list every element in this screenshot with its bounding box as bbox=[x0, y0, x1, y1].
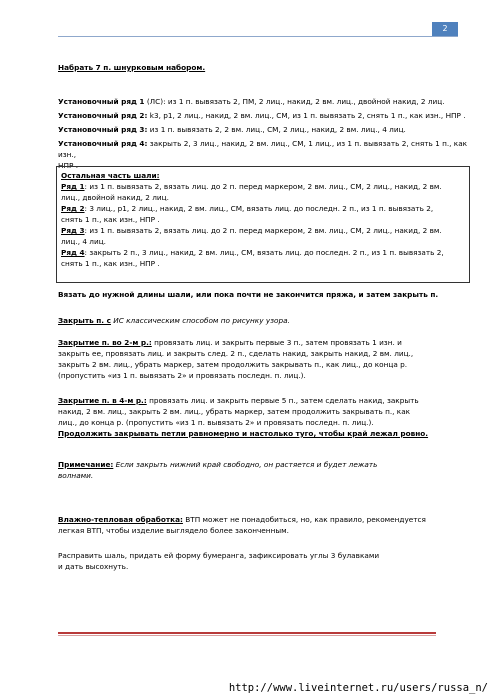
box-row-1: Ряд 1: из 1 п. вывязать 2, вязать лиц. до 2 п. перед маркером, 2 вм. лиц., СМ, 2 лиц., накид, 2 вм. лиц., двойной накид, 2 лиц. bbox=[61, 182, 442, 202]
box-row-3: Ряд 3: из 1 п. вывязать 2, вязать лиц. до 2 п. перед маркером, 2 вм. лиц., СМ, 2 лиц., накид, 2 вм. лиц., 4 лиц. bbox=[61, 226, 442, 246]
box-row-4: Ряд 4: закрыть 2 п., 3 лиц., накид, 2 вм. лиц., СМ, вязать лиц. до последн. 2 п., из 1 п. вывязать 2, снять 1 п., как изн., НПР . bbox=[61, 248, 444, 268]
knit-length-instruction: Вязать до нужной длины шали, или пока почти не закончится пряжа, и затем закрыть п. bbox=[58, 290, 439, 299]
box-title: Остальная часть шали: bbox=[61, 171, 160, 180]
bind-off-row-2: Закрытие п. во 2-м р.: провязать лиц. и закрыть первые 3 п., затем провязать 1 изн. и закрыть ее, провязать лиц. и закрыть след. 2 п., сделать накид, закрыть накид, 2 вм. лиц., закрыть 2 вм. лиц., убрать маркер, затем продолжить закрывать п., как лиц., до конца р. (пропустить «из 1 п. вывязать 2» и провязать последн. п. лиц.). bbox=[58, 338, 414, 380]
setup-row-4: Установочный ряд 4: закрыть 2, 3 лиц., накид, 2 вм. лиц., СМ, 1 лиц., из 1 п. вывязать 2, снять 1 п., как изн., НПР . bbox=[58, 139, 468, 170]
bind-off-emphasis: Продолжить закрывать петли равномерно и настолько туго, чтобы край лежал ровно. bbox=[58, 429, 429, 438]
footer-rule-thin bbox=[58, 635, 436, 636]
setup-row-1: Установочный ряд 1 (ЛС): из 1 п. вывязать 2, ПМ, 2 лиц., накид, 2 вм. лиц., двойной накид, 2 лиц. bbox=[58, 97, 445, 106]
bind-off-ic: Закрыть п. с ИС классическим способом по рисунку узора. bbox=[58, 316, 290, 325]
footer-rule bbox=[58, 632, 436, 634]
note: Примечание: Если закрыть нижний край свободно, он растяется и будет лежать волнами. bbox=[58, 460, 378, 480]
setup-row-3: Установочный ряд 3: из 1 п. вывязать 2, 2 вм. лиц., СМ, 2 лиц., накид, 2 вм. лиц., 4 лиц. bbox=[58, 125, 406, 134]
box-row-2: Ряд 2: 3 лиц., p1, 2 лиц., накид, 2 вм. лиц., СМ, вязать лиц. до последн. 2 п., из 1 п. вывязать 2, снять 1 п., как изн., НПР . bbox=[61, 204, 434, 224]
bind-off-row-4: Закрытие п. в 4-м р.: провязать лиц. и закрыть первые 5 п., затем сделать накид, закрыть накид, 2 вм. лиц., закрыть 2 вм. лиц., убрать маркер, затем продолжить закрывать п., как лиц., до конца р. (пропустить «из 1 п. вывязать 2» и провязать последн. п. лиц.). Продолжить закрывать петли равномерно и настолько туго, чтобы край лежал ровно. bbox=[58, 395, 468, 439]
cast-on-heading: Набрать 7 п. шнурковым набором. bbox=[58, 63, 206, 72]
header-rule bbox=[58, 36, 458, 37]
setup-rows bbox=[58, 96, 468, 171]
final-instruction: Расправить шаль, придать ей форму бумеранга, зафиксировать углы 3 булавками и дать высохнуть. bbox=[58, 551, 380, 571]
rest-of-shawl-box bbox=[56, 166, 470, 283]
page-number: 2 bbox=[432, 22, 458, 36]
source-url: http://www.liveinternet.ru/users/russa_n/ bbox=[228, 682, 488, 694]
blocking-section: Влажно-тепловая обработка: ВТП может не понадобиться, но, как правило, рекомендуется легкая ВТП, чтобы изделие выглядело более законченным. bbox=[58, 515, 426, 535]
setup-row-2: Установочный ряд 2: k3, p1, 2 лиц., накид, 2 вм. лиц., СМ, из 1 п. вывязать 2, снять 1 п., как изн., НПР . bbox=[58, 111, 466, 120]
